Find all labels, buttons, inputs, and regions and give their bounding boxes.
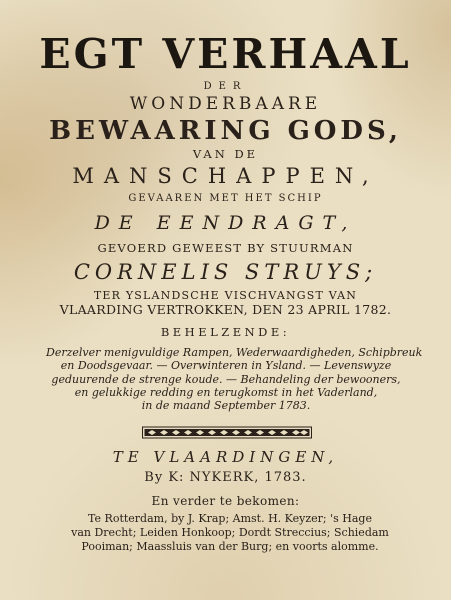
voyage-line-1: TER YSLANDSCHE VISCHVANGST VAN [93, 289, 358, 302]
distributors-list [40, 512, 420, 554]
contents-line: Derzelver menigvuldige Rampen, Wederwaardigheden, Schipbreuk [46, 346, 423, 359]
imprint-place: TE VLAARDINGEN, [112, 448, 339, 466]
title-bewaaring-gods: BEWAARING GODS, [49, 116, 402, 146]
title-gevaaren: GEVAAREN MET HET SCHIP [128, 193, 323, 204]
contents-line: en gelukkige redding en terugkomst in het Vaderland, [74, 385, 378, 399]
ship-name: DE EENDRAGT, [94, 212, 357, 234]
title-gevoerd: GEVOERD GEWEEST BY STUURMAN [97, 241, 354, 255]
distributor-line: Pooiman; Maassluis van der Burg; en voorts alomme. [81, 540, 379, 553]
imprint-printer: By K: NYKERK, 1783. [144, 470, 307, 485]
voyage-line-2: VLAARDING VERTROKKEN, DEN 23 APRIL 1782. [59, 302, 392, 317]
title-van-de: VAN DE [192, 147, 259, 161]
distributor-line: van Drecht; Leiden Honkoop; Dordt Streccius; Schiedam [71, 526, 389, 539]
printers-ornament-icon [142, 426, 312, 439]
title-der: DER [203, 81, 248, 92]
contents-line: geduurende de strenge koude. — Behandeling der bewooners, [51, 372, 401, 386]
book-title: EGT VERHAAL [39, 30, 412, 78]
contents-paragraph [46, 346, 423, 413]
title-wonderbaare: WONDERBAARE [129, 94, 322, 114]
contents-line: en Doodsgevaar. — Overwinteren in Ysland. — Levenswyze [60, 359, 392, 373]
title-manschappen: MANSCHAPPEN, [72, 164, 379, 188]
behelzende-heading: BEHELZENDE: [160, 325, 291, 339]
contents-line: in de maand September 1783. [141, 399, 311, 413]
captain-name: CORNELIS STRUYS; [73, 260, 378, 284]
available-heading: En verder te bekomen: [151, 494, 300, 508]
distributor-line: Te Rotterdam, by J. Krap; Amst. H. Keyzer; 's Hage [88, 512, 372, 525]
